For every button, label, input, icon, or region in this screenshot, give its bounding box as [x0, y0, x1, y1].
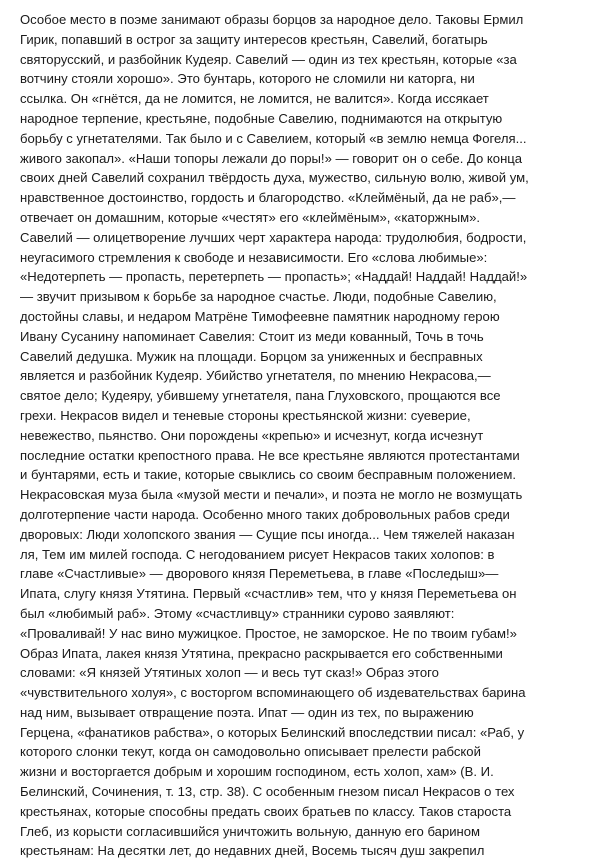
text-line: — звучит призывом к борьбе за народное счастье. Люди, подобные Савелию,: [20, 289, 497, 305]
text-line: над ним, вызывает отвращение поэта. Ипат — один из тех, по выражению: [20, 704, 474, 720]
text-line: долготерпение части народа. Особенно много таких добровольных рабов среди: [20, 506, 510, 522]
text-line: которого слонки текут, когда он самодовольно описывает прелести рабской: [20, 744, 481, 760]
text-line: отвечает он домашним, которые «честят» его «клеймёным», «каторжным».: [20, 209, 481, 225]
text-line: достойны славы, и недаром Матрёне Тимофеевне памятник народному герою: [20, 308, 500, 324]
text-line: Некрасовская муза была «музой мести и печали», и поэта не могло не возмущать: [20, 487, 523, 503]
text-line: Савелий — олицетворение лучших черт характера народа: трудолюбия, бодрости,: [20, 229, 527, 245]
text-line: Ипата, слугу князя Утятина. Первый «счастлив» тем, что у князя Переметьева он: [20, 586, 517, 602]
text-line: «Проваливай! У нас вино мужицкое. Простое, не заморское. Не по твоим губам!»: [20, 625, 517, 641]
text-line: «Недотерпеть — пропасть, перетерпеть — пропасть»; «Наддай! Наддай! Наддай!»: [20, 269, 528, 285]
text-line: является и разбойник Кудеяр. Убийство угнетателя, по мнению Некрасова,—: [20, 368, 491, 384]
text-line: Белинский, Сочинения, т. 13, стр. 38). С особенным гнезом писал Некрасов о тех: [20, 784, 515, 800]
text-line: и бунтарями, есть и такие, которые свыклись со своим бесправным положением.: [20, 467, 517, 483]
text-line: борьбу с угнетателями. Так было и с Савелием, который «в землю немца Фогеля...: [20, 130, 527, 146]
text-line: неугасимого стремления к свободе и независимости. Его «слова любимые»:: [20, 249, 488, 265]
text-line: Савелий дедушка. Мужик на площади. Борцом за униженных и бесправных: [20, 348, 483, 364]
text-line: нравственное достоинство, гордость и благородство. «Клеймёный, да не раб»,—: [20, 190, 516, 206]
text-line: Особое место в поэме занимают образы борцов за народное дело. Таковы Ермил: [20, 12, 524, 27]
text-line: Гирик, попавший в острог за защиту интересов крестьян, Савелий, богатырь: [20, 31, 488, 47]
text-line: главе «Счастливые» — дворового князя Переметьева, в главе «Последыш»—: [20, 566, 499, 582]
text-line: жизни и восторгается добрым и хорошим господином, есть холоп, хам» (В. И.: [20, 764, 494, 780]
text-line: вотчину стояли хорошо». Это бунтарь, которого не сломили ни каторга, ни: [20, 71, 475, 87]
text-line: дворовых: Люди холопского звания — Сущие псы иногда... Чем тяжелей наказан: [20, 526, 515, 542]
text-line: Герцена, «фанатиков рабства», о которых Белинский впоследствии писал: «Раб, у: [20, 724, 525, 740]
text-line: святое дело; Кудеяру, убившему угнетателя, пана Глуховского, прощаются все: [20, 388, 501, 404]
text-line: крестьянах, которые способны предать своих братьев по классу. Таков староста: [20, 803, 512, 819]
document-text: [20, 10, 576, 861]
text-line: святорусский, и разбойник Кудеяр. Савелий — один из тех крестьян, которые «за: [20, 51, 517, 67]
text-line: последние остатки крепостного права. Не все крестьяне являются протестантами: [20, 447, 520, 463]
text-line: «чувствительного холуя», с восторгом вспоминающего об издевательствах барина: [20, 685, 526, 701]
text-line: Глеб, из корысти согласившийся уничтожить вольную, данную его барином: [20, 823, 481, 839]
text-line: народное терпение, крестьяне, подобные Савелию, поднимаются на открытую: [20, 110, 503, 126]
text-line: словами: «Я князей Утятиных холоп — и весь тут сказ!» Образ этого: [20, 665, 439, 681]
text-line: был «любимый раб». Этому «счастливцу» странники сурово заявляют:: [20, 605, 455, 621]
text-line: невежество, пьянство. Они порождены «крепью» и исчезнут, когда исчезнут: [20, 427, 484, 443]
text-line: живого закопал». «Наши топоры лежали до поры!» — говорит он о себе. До конца: [20, 150, 523, 166]
text-line: ссылка. Он «гнётся, да не ломится, не ломится, не валится». Когда иссякает: [20, 91, 489, 107]
text-line: крестьянам: На десятки лет, до недавних дней, Восемь тысяч душ закрепил: [20, 843, 485, 859]
text-line: грехи. Некрасов видел и теневые стороны крестьянской жизни: суеверие,: [20, 407, 471, 423]
text-line: ля, Тем им милей господа. С негодованием рисует Некрасов таких холопов: в: [20, 546, 495, 562]
text-line: своих дней Савелий сохранил твёрдость духа, мужество, сильную волю, живой ум,: [20, 170, 529, 186]
text-line: Ивану Сусанину напоминает Савелия: Стоит из меди кованный, Точь в точь: [20, 328, 484, 344]
text-line: Образ Ипата, лакея князя Утятина, прекрасно раскрывается его собственными: [20, 645, 503, 661]
